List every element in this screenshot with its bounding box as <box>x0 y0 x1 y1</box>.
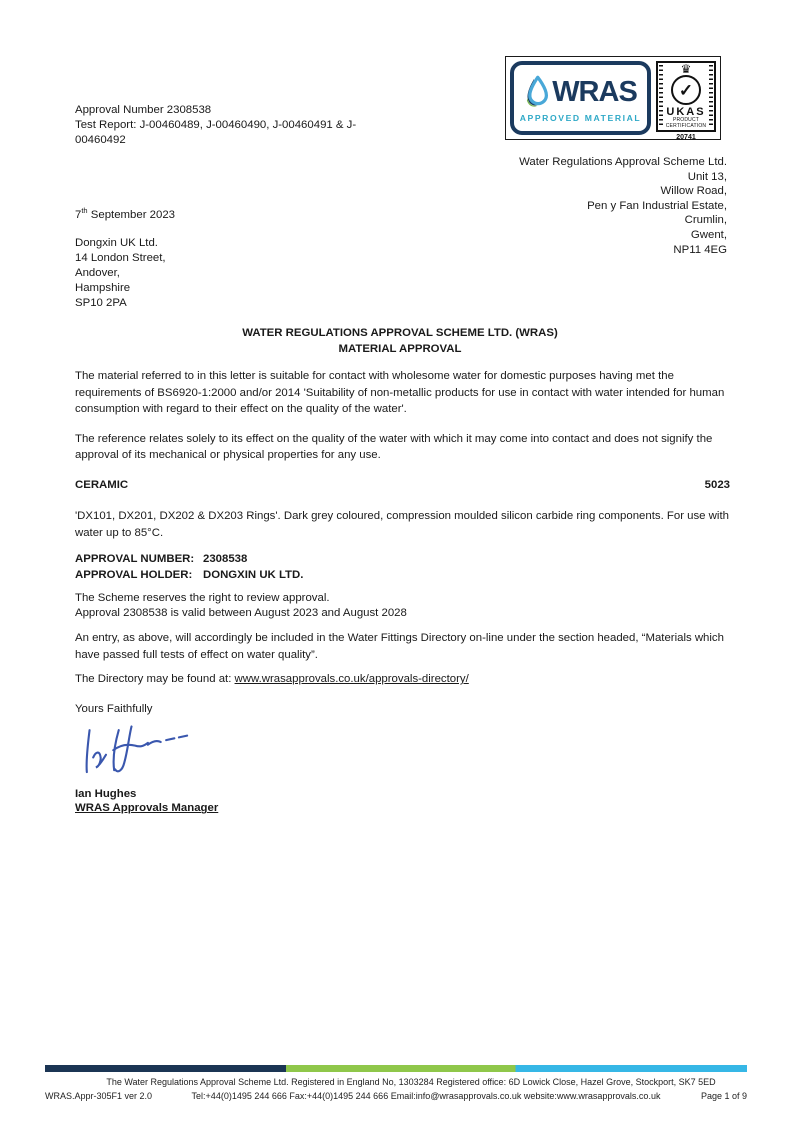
recipient-address-line: Hampshire <box>75 281 131 294</box>
approval-number-value: 2308538 <box>203 553 248 565</box>
wras-wordmark: WRAS <box>552 76 637 108</box>
date-month-year: September 2023 <box>87 208 175 221</box>
directory-prefix: The Directory may be found at: <box>75 673 235 686</box>
footer <box>45 1076 747 1103</box>
directory-line <box>75 671 730 688</box>
paragraph-reference-scope: The reference relates solely to its effect on the quality of the water with which it may come into contact and does not signify the approval of its mechanical or physical properties for any use. <box>75 432 713 461</box>
material-row <box>75 477 730 494</box>
approval-reference-block <box>75 103 385 148</box>
ukas-subtitle-certification: CERTIFICATION <box>665 122 707 129</box>
sender-address-block <box>519 155 727 257</box>
recipient-address-line: SP10 2PA <box>75 296 127 309</box>
certification-logo-box <box>505 56 721 140</box>
paragraph-material-suitability: The material referred to in this letter is suitable for contact with wholesome water for domestic purposes having met the requirements of BS6920-1:2000 and/or 2014 'Suitability of non-metallic products for use in contact with water intended for human consumption with regard to their effect on the quality of the water'. <box>75 370 725 415</box>
checkmark-glyph: ✓ <box>678 80 694 100</box>
recipient-address-block <box>75 236 166 311</box>
material-name: CERAMIC <box>75 478 129 491</box>
approval-holder-row <box>75 568 730 584</box>
ukas-accreditation-number: 20741 <box>676 134 696 141</box>
recipient-address-line: 14 London Street, <box>75 251 166 264</box>
sender-address-line: Unit 13, <box>687 170 727 183</box>
validity-period-line: Approval 2308538 is valid between August 2023 and August 2028 <box>75 607 407 620</box>
footer-document-ref: WRAS.Appr-305F1 ver 2.0 <box>45 1091 153 1101</box>
material-code: 5023 <box>704 478 730 491</box>
directory-link[interactable]: www.wrasapprovals.co.uk/approvals-directory/ <box>234 673 469 686</box>
approval-number-row <box>75 552 730 568</box>
ukas-certification-badge <box>656 61 716 141</box>
approval-number-line: Approval Number 2308538 <box>75 104 212 116</box>
recipient-address-line: Andover, <box>75 266 120 279</box>
signatory-title: WRAS Approvals Manager <box>75 802 219 815</box>
footer-contact-line: Tel:+44(0)1495 244 666 Fax:+44(0)1495 244 666 Email:info@wrasapprovals.co.uk website:www.wrasapprovals.co.uk <box>191 1091 661 1101</box>
test-report-line-1: Test Report: J-00460489, J-00460490, J-00460491 & J- <box>75 119 357 131</box>
scheme-review-line: The Scheme reserves the right to review approval. <box>75 592 330 604</box>
footer-contact-row <box>45 1090 747 1103</box>
approval-holder-value: DONGXIN UK LTD. <box>203 568 304 581</box>
sender-address-line: Crumlin, <box>684 214 727 227</box>
sender-address-line: Willow Road, <box>660 185 727 198</box>
letter-title-line-2: MATERIAL APPROVAL <box>338 342 462 355</box>
sender-address-line: Water Regulations Approval Scheme Ltd. <box>519 156 727 168</box>
closing-salutation: Yours Faithfully <box>75 702 153 715</box>
footer-registration-line: The Water Regulations Approval Scheme Ltd. Registered in England No, 1303284 Registered office: 6D Lowick Close, Hazel Grove, Stockport, SK7 5ED <box>106 1077 716 1087</box>
sender-address-line: NP11 4EG <box>673 243 727 256</box>
test-report-line-2: 00460492 <box>75 134 126 146</box>
letter-title <box>0 326 800 357</box>
letter-body <box>75 368 730 815</box>
handwritten-signature <box>77 721 217 783</box>
date-day: 7 <box>75 208 82 221</box>
ukas-ruler-ticks-left <box>659 65 663 128</box>
approval-holder-label: APPROVAL HOLDER: <box>75 568 193 581</box>
footer-color-bar <box>45 1065 747 1072</box>
checkmark-circle-icon <box>671 75 701 105</box>
paragraph-directory-entry: An entry, as above, will accordingly be included in the Water Fittings Directory on-line under the section headed, “Materials which have passed full tests of effect on water quality”. <box>75 632 724 661</box>
date-ordinal-suffix: th <box>81 206 88 215</box>
sender-address-line: Gwent, <box>690 228 727 241</box>
wras-approved-material-badge <box>510 61 651 135</box>
wras-logo-row <box>524 74 637 111</box>
scheme-validity-block <box>75 591 730 621</box>
approval-details-block <box>75 552 730 583</box>
ukas-ruler-ticks-right <box>709 65 713 128</box>
letter-title-line-1: WATER REGULATIONS APPROVAL SCHEME LTD. (WRAS) <box>242 327 558 339</box>
wras-tagline: APPROVED MATERIAL <box>519 112 642 123</box>
footer-page-number: Page 1 of 9 <box>700 1091 747 1101</box>
approval-number-label: APPROVAL NUMBER: <box>75 553 195 565</box>
water-drop-icon <box>524 74 550 111</box>
signatory-name: Ian Hughes <box>75 788 137 801</box>
ukas-badge-inner <box>656 61 716 132</box>
ukas-wordmark: UKAS <box>666 106 706 118</box>
product-description: 'DX101, DX201, DX202 & DX203 Rings'. Dark grey coloured, compression moulded silicon carbide ring components. For use with water up to 85°C. <box>75 510 729 539</box>
recipient-address-line: Dongxin UK Ltd. <box>75 237 158 249</box>
crown-icon: ♛ <box>680 62 692 76</box>
letter-date <box>75 206 175 221</box>
ukas-subtitle-product: PRODUCT <box>672 117 700 123</box>
sender-address-line: Pen y Fan Industrial Estate, <box>587 199 727 212</box>
